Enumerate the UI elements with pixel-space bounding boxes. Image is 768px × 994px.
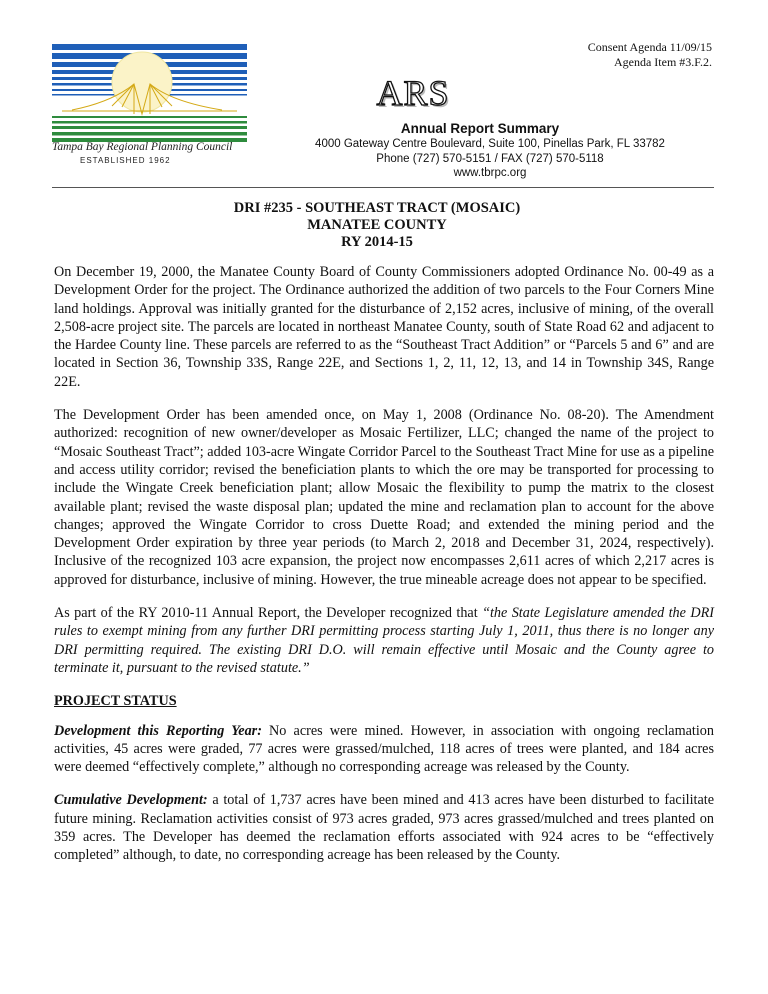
address-line: 4000 Gateway Centre Boulevard, Suite 100, Pinellas Park, FL 33782 — [315, 138, 665, 150]
reporting-year-label: Development this Reporting Year: — [54, 722, 262, 739]
consent-line-1: Consent Agenda 11/09/15 — [587, 40, 712, 54]
heading-county: MANATEE COUNTY — [307, 217, 447, 233]
paragraph-cumulative — [54, 791, 714, 864]
paragraph-legislature — [54, 604, 714, 677]
consent-agenda — [588, 40, 712, 70]
heading-report-year: RY 2014-15 — [341, 234, 413, 250]
phone-line: Phone (727) 570-5151 / FAX (727) 570-5118 — [376, 152, 604, 165]
heading-dri-title: DRI #235 - SOUTHEAST TRACT (MOSAIC) — [233, 200, 521, 216]
cumulative-label: Cumulative Development: — [54, 792, 208, 809]
consent-line-2: Agenda Item #3.F.2. — [613, 55, 712, 69]
document-body — [54, 263, 714, 880]
header-divider — [52, 187, 714, 188]
section-heading-project-status: PROJECT STATUS — [54, 693, 177, 710]
logo-organization-name: Tampa Bay Regional Planning Council — [52, 141, 233, 153]
cumulative-text: a total of 1,737 acres have been mined and 413 acres have been disturbed to facilitate future mining. Reclamation activities consist of 973 acres graded, 973 acres grassed/mulched and trees planted on 359 acres. The Developer has deemed the reclamation efforts associated with 924 acres to be “effectively completed” although, to date, no corresponding acreage has been released by the County. — [54, 792, 714, 864]
website-link[interactable]: www.tbrpc.org — [453, 167, 527, 179]
paragraph-amendment: The Development Order has been amended once, on May 1, 2008 (Ordinance No. 08-20). The Amendment authorized: recognition of new owner/developer as Mosaic Fertilizer, LLC; changed the name of the project to “Mosaic Southeast Tract”; added 103-acre Wingate Corridor Parcel to the Southeast Tract Mine for use as a pipeline and access utility corridor; revised the beneficiation plants to which the ore may be transported for processing to include the Wingate Creek beneficiation plant; allow Mosaic the flexibility to pump the matrix to the closest available plant; revised the waste disposal plan; updated the mine and reclamation plan to account for the above changes; approved the Wingate Corridor to cross Duette Road; and extended the mining period and the Development Order expiration by three year periods (to March 2, 2018 and December 31, 2024, respectively). Inclusive of the recognized 103 acre expansion, the project now encompasses 2,611 acres of which 2,217 acres is approved for disturbance, inclusive of mining. However, the true mineable acreage does not appear to be specified. — [54, 407, 714, 588]
ars-title: ARS — [376, 73, 450, 113]
contact-block — [280, 137, 700, 181]
paragraph-ordinance: On December 19, 2000, the Manatee County Board of County Commissioners adopted Ordinance No. 00-49 as a Development Order for the project. The Ordinance authorized the addition of two parcels to the Four Corners Mine land holdings. Approval was initially granted for the disturbance of 2,152 acres, inclusive of mining, of the overall 2,508-acre project site. The parcels are located in northeast Manatee County, south of State Road 62 and adjacent to the Hardee County line. These parcels are referred to as the “Southeast Tract Addition” or “Parcels 5 and 6” and are located in Section 36, Township 33S, Range 22E, and Sections 1, 2, 11, 12, 13, and 14 in Township 34S, Range 22E. — [54, 264, 714, 390]
reporting-year-text: No acres were mined. However, in association with ongoing reclamation activities, 45 acres were graded, 77 acres were grassed/mulched, 118 acres of trees were planted, and 184 acres were deemed “effectively complete,” although no corresponding acreage was released by the County. — [54, 722, 714, 776]
paragraph-reporting-year — [54, 722, 714, 777]
document-heading — [0, 200, 768, 251]
logo-established: ESTABLISHED 1962 — [80, 156, 171, 165]
legislature-lead: As part of the RY 2010-11 Annual Report, the Developer recognized that — [54, 605, 483, 622]
legislature-quote: “the State Legislature amended the DRI rules to exempt mining from any further DRI permitting process starting July 1, 2011, thus there is no longer any DRI permitting required. The existing DRI D.O. will remain effective until Mosaic and the County agree to terminate it, pursuant to the revised statute.” — [54, 605, 714, 676]
ars-subtitle: Annual Report Summary — [400, 121, 560, 136]
